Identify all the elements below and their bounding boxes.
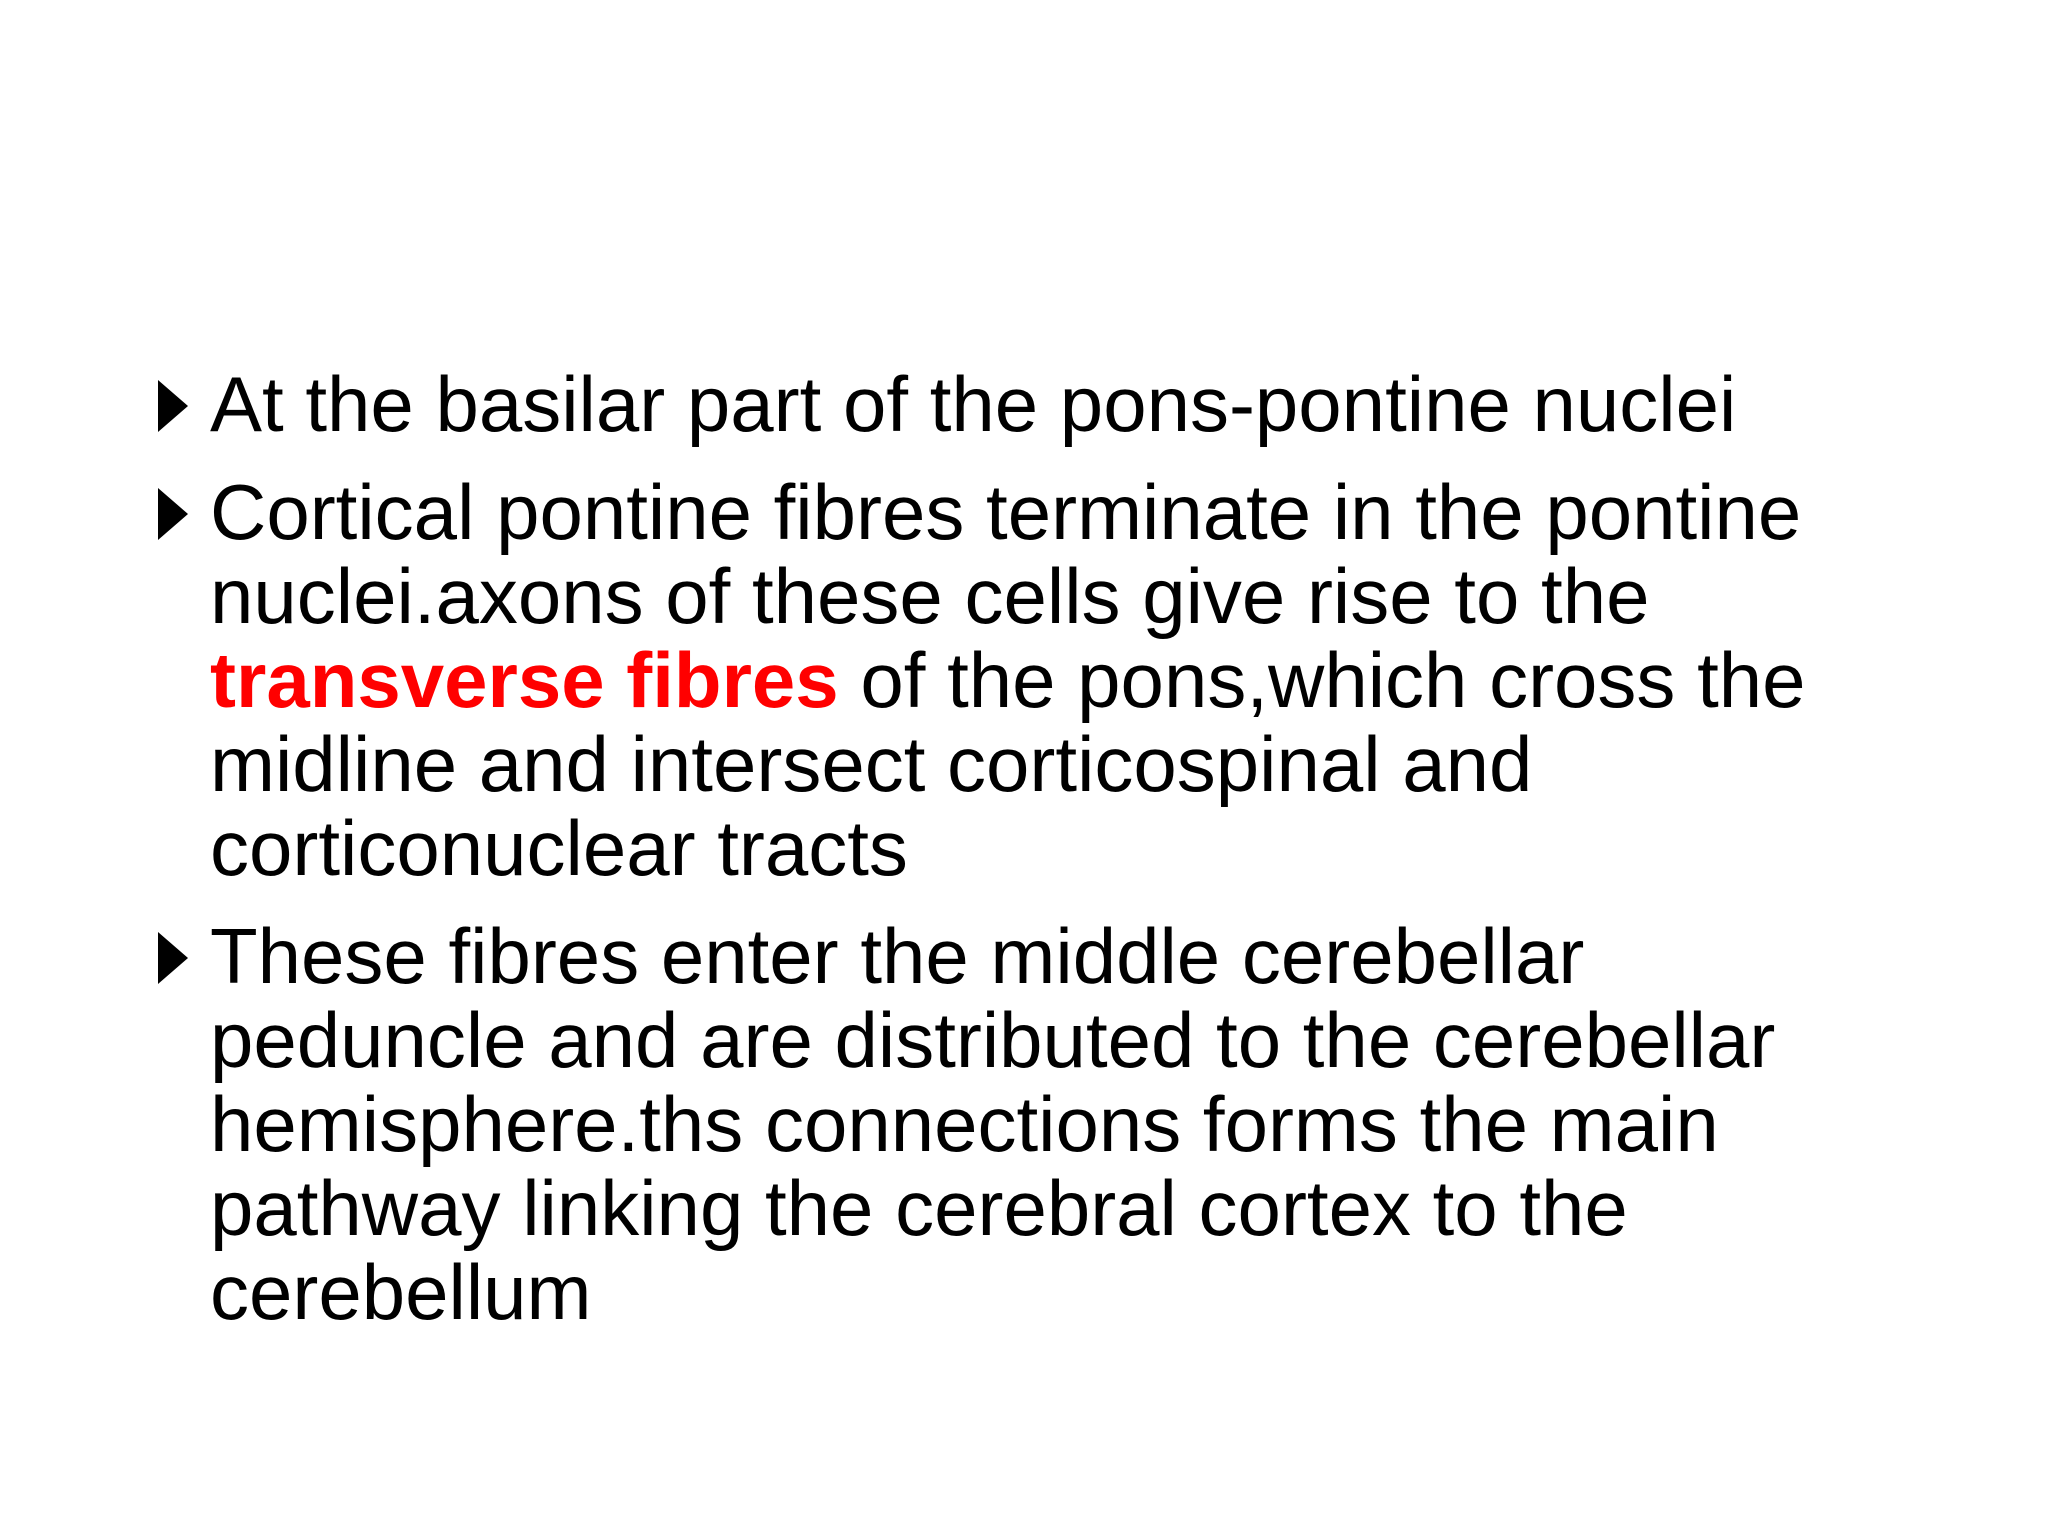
bullet-list [150, 362, 1910, 1358]
bullet-text-after: of the pons,which cross the midline and intersect corticospinal and corticonuclear tracts [210, 636, 1806, 892]
bullet-text: At the basilar part of the pons-pontine nuclei [210, 360, 1737, 448]
bullet-item-1 [150, 362, 1910, 446]
bullet-triangle-icon [158, 488, 188, 540]
highlighted-term: transverse fibres [210, 636, 839, 724]
bullet-text: These fibres enter the middle cerebellar peduncle and are distributed to the cerebellar hemisphere.ths connections forms the main pathway linking the cerebral cortex to the cerebellum [210, 912, 1776, 1336]
bullet-text-before: Cortical pontine fibres terminate in the pontine nuclei.axons of these cells give rise to the [210, 468, 1802, 640]
bullet-item-3 [150, 914, 1910, 1334]
bullet-triangle-icon [158, 380, 188, 432]
bullet-triangle-icon [158, 932, 188, 984]
bullet-item-2 [150, 470, 1910, 890]
